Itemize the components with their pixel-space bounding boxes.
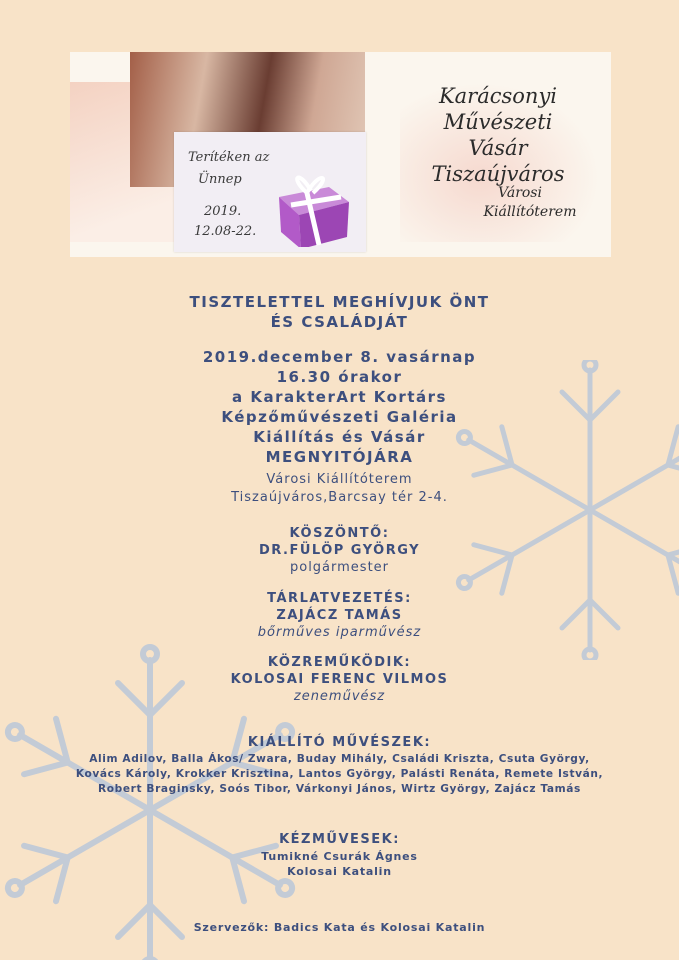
banner-title-line4: Tiszaújváros	[431, 162, 565, 186]
invite-line1: TISZTELETTEL MEGHÍVJUK ÖNT	[189, 293, 490, 311]
card-date-line2: 12.08-22.	[194, 224, 257, 239]
organizers-line: Szervezők: Badics Kata és Kolosai Katalin	[193, 921, 486, 934]
banner-venue-line2: Kiállítóterem	[483, 204, 577, 220]
banner-venue-line1: Városi	[498, 185, 542, 201]
event-opening: MEGNYITÓJÁRA	[265, 448, 414, 466]
event-gallery-line1: a KarakterArt Kortárs	[232, 388, 447, 406]
snowflake-icon	[0, 640, 320, 960]
artists-line2: Kovács Károly, Krokker Krisztina, Lantos György, Palásti Renáta, Remete István,	[75, 768, 604, 780]
artists-line1: Alim Adilov, Balla Ákos/ Zwara, Buday Mihály, Családi Kriszta, Csuta György,	[89, 753, 590, 765]
greeting-heading: KÖSZÖNTŐ:	[289, 526, 390, 541]
card-title-line2: Ünnep	[198, 172, 242, 187]
greeting-role: polgármester	[289, 560, 390, 575]
banner-title-line2: Művészeti	[443, 110, 553, 134]
crafts-heading: KÉZMŰVESEK:	[279, 832, 400, 847]
venue-address: Tiszaújváros,Barcsay tér 2-4.	[231, 490, 448, 505]
crafts-name2: Kolosai Katalin	[287, 865, 392, 878]
tour-role: bőrműves iparművész	[257, 625, 422, 640]
event-date: 2019.december 8. vasárnap	[202, 348, 477, 366]
event-time: 16.30 órakor	[276, 368, 403, 386]
photo-card	[174, 132, 366, 252]
event-title: Kiállítás és Vásár	[253, 428, 426, 446]
greeting-name: DR.FÜLÖP GYÖRGY	[258, 543, 421, 558]
tour-heading: TÁRLATVEZETÉS:	[267, 591, 412, 606]
card-title-line1: Terítéken az	[188, 150, 270, 165]
venue-name: Városi Kiállítóterem	[266, 472, 413, 487]
event-gallery-line2: Képzőművészeti Galéria	[221, 408, 458, 426]
crafts-name1: Tumikné Csurák Ágnes	[261, 850, 418, 863]
invite-line2: ÉS CSALÁDJÁT	[270, 313, 409, 331]
gift-icon	[269, 157, 359, 247]
music-role: zeneművész	[293, 689, 386, 704]
card-date-line1: 2019.	[204, 204, 242, 219]
artists-line3: Robert Braginsky, Soós Tibor, Várkonyi János, Wirtz György, Zajácz Tamás	[98, 783, 581, 795]
artists-heading: KIÁLLÍTÓ MŰVÉSZEK:	[247, 735, 432, 750]
header-banner	[70, 52, 611, 257]
music-name: KOLOSAI FERENC VILMOS	[230, 672, 449, 687]
banner-title-line3: Vásár	[468, 136, 528, 160]
music-heading: KÖZREMŰKÖDIK:	[267, 655, 412, 670]
banner-title-line1: Karácsonyi	[438, 84, 558, 108]
tour-name: ZAJÁCZ TAMÁS	[276, 608, 403, 623]
